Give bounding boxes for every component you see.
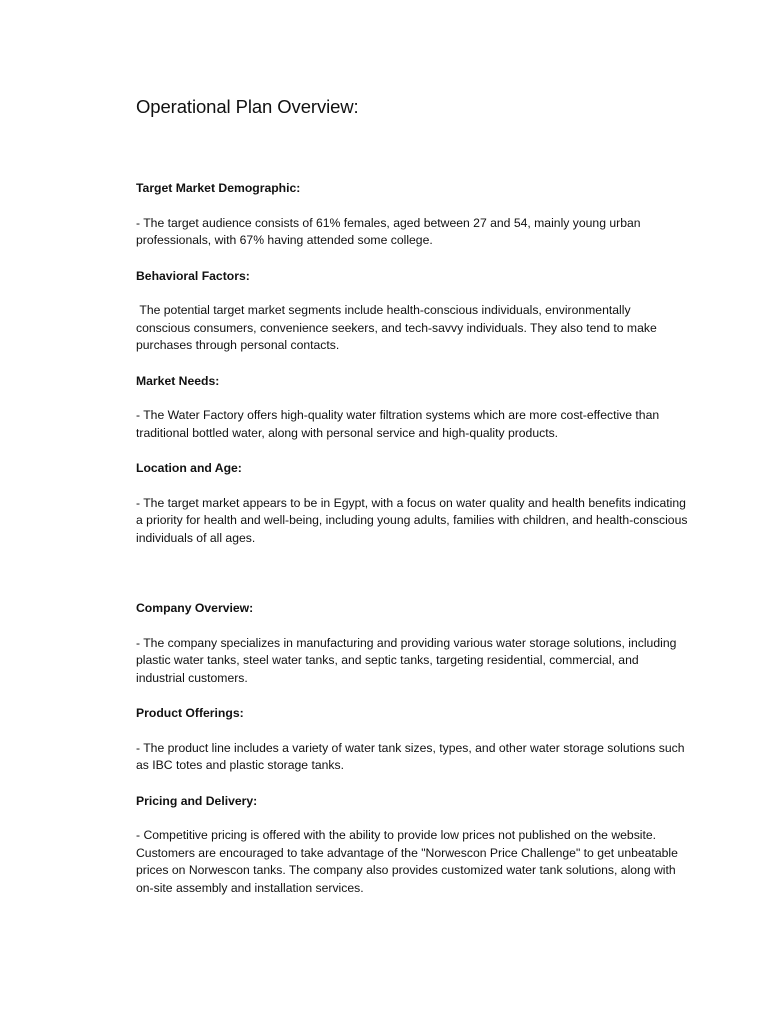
- section-heading: Company Overview:: [136, 601, 254, 615]
- page-title: Operational Plan Overview:: [136, 96, 359, 117]
- section-company-overview: [136, 600, 688, 687]
- section-target-market-demographic: [136, 180, 688, 250]
- section-location-and-age: [136, 460, 691, 547]
- section-paragraph: - The company specializes in manufacturing and providing various water storage solutions, including plastic water tanks, steel water tanks, and septic tanks, targeting residential, commercial, and industrial customers.: [136, 635, 680, 685]
- section-paragraph: - The target audience consists of 61% females, aged between 27 and 54, mainly young urban professionals, with 67% having attended some college.: [136, 215, 644, 247]
- section-heading: Target Market Demographic:: [136, 181, 301, 195]
- document-body: [136, 96, 691, 897]
- section-paragraph: The potential target market segments include health-conscious individuals, environmentally conscious consumers, convenience seekers, and tech-savvy individuals. They also tend to make purchases through personal contacts.: [136, 303, 661, 352]
- section-heading: Market Needs:: [136, 373, 220, 388]
- section-heading: Behavioral Factors:: [136, 268, 250, 283]
- section-heading: Product Offerings:: [136, 706, 244, 720]
- section-product-offerings: [136, 705, 688, 775]
- section-heading: Location and Age:: [136, 461, 242, 475]
- section-paragraph: - The Water Factory offers high-quality water filtration systems which are more cost-effective than traditional bottled water, along with personal service and high-quality products.: [136, 408, 663, 440]
- section-market-needs: [136, 373, 688, 443]
- section-pricing-and-delivery: [136, 793, 688, 898]
- section-paragraph: - Competitive pricing is offered with the ability to provide low prices not published on the website. Customers are encouraged to take advantage of the "Norwescon Price Challenge" to get unbeatable prices on Norwescon tanks. The company also provides customized water tank solutions, along with on-site assembly and installation services.: [136, 828, 682, 895]
- section-behavioral-factors: [136, 268, 688, 355]
- section-paragraph: - The target market appears to be in Egypt, with a focus on water quality and health benefits indicating a priority for health and well-being, including young adults, families with children, and health-conscious individuals of all ages.: [136, 495, 691, 545]
- section-heading: Pricing and Delivery:: [136, 793, 258, 808]
- section-paragraph: - The product line includes a variety of water tank sizes, types, and other water storage solutions such as IBC totes and plastic storage tanks.: [136, 740, 688, 772]
